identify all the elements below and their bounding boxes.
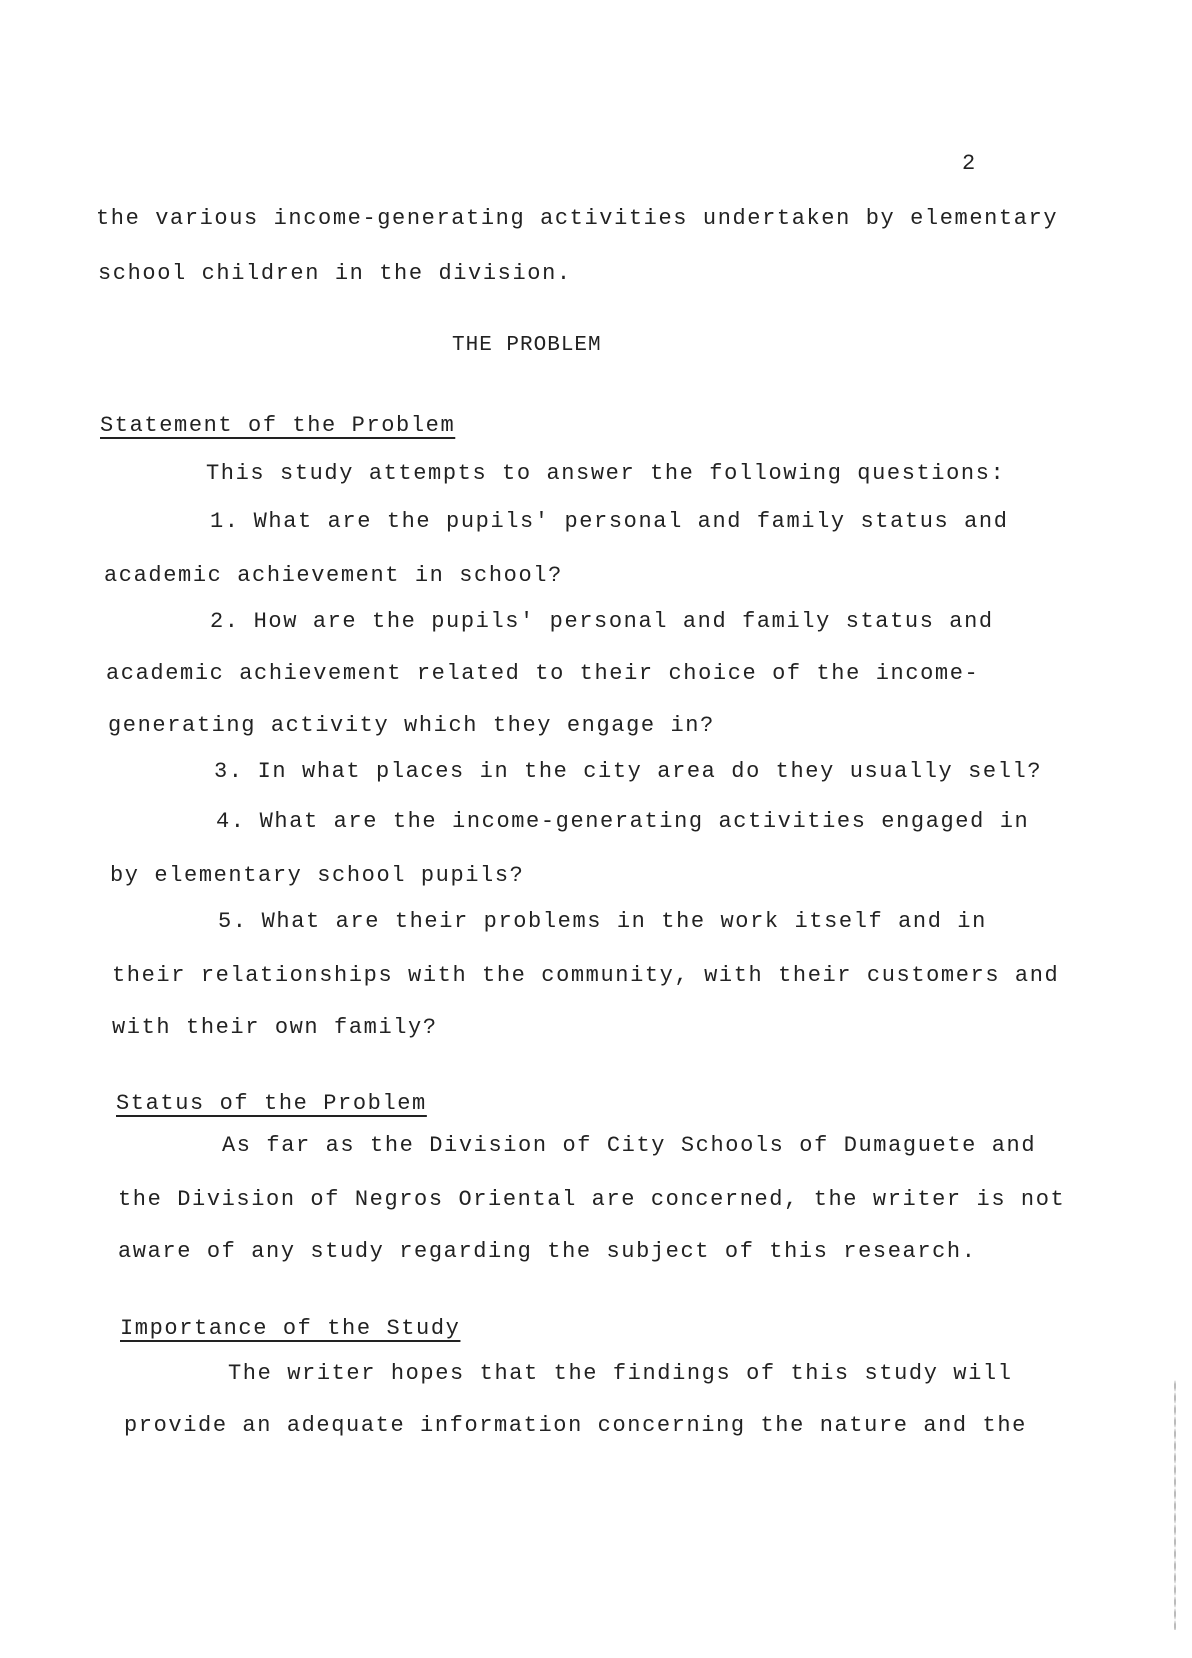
statement-heading: Statement of the Problem: [100, 413, 456, 438]
question-2-cont-1: academic achievement related to their choice of the income-: [106, 661, 980, 686]
importance-heading: Importance of the Study: [120, 1316, 461, 1341]
question-number: 3.: [214, 759, 244, 784]
question-2-cont-2: generating activity which they engage in?: [108, 713, 715, 738]
importance-line-1: The writer hopes that the findings of this study will: [228, 1361, 1013, 1386]
question-2: [210, 608, 994, 636]
question-5: [218, 908, 987, 936]
status-line-3: aware of any study regarding the subject of this research.: [118, 1239, 977, 1264]
question-1-cont: academic achievement in school?: [104, 563, 563, 588]
question-number: 1.: [210, 509, 240, 534]
importance-line-2: provide an adequate information concerning the nature and the: [124, 1413, 1027, 1438]
question-5-cont-2: with their own family?: [112, 1015, 438, 1040]
status-line-1: As far as the Division of City Schools of Dumaguete and: [222, 1133, 1037, 1158]
question-4-cont: by elementary school pupils?: [110, 863, 525, 888]
question-5-cont-1: their relationships with the community, with their customers and: [112, 963, 1060, 988]
question-1: [210, 508, 1009, 536]
section-title: THE PROBLEM: [452, 334, 602, 357]
question-3: [214, 758, 1042, 786]
question-text: What are their problems in the work itself and in: [261, 909, 987, 934]
question-number: 4.: [216, 809, 246, 834]
status-heading: Status of the Problem: [116, 1091, 427, 1116]
question-number: 2.: [210, 609, 240, 634]
question-4: [216, 808, 1029, 836]
status-line-2: the Division of Negros Oriental are concerned, the writer is not: [118, 1187, 1066, 1212]
question-text: How are the pupils' personal and family status and: [253, 609, 994, 634]
question-text: What are the pupils' personal and family status and: [253, 509, 1009, 534]
intro-line-2: school children in the division.: [98, 261, 572, 286]
page-number: 2: [962, 151, 977, 176]
scan-edge-dots: [1174, 1380, 1176, 1630]
question-text: In what places in the city area do they usually sell?: [257, 759, 1043, 784]
statement-intro: This study attempts to answer the following questions:: [206, 461, 1006, 486]
question-number: 5.: [218, 909, 248, 934]
intro-line-1: the various income-generating activities undertaken by elementary: [96, 206, 1059, 231]
question-text: What are the income-generating activities engaged in: [259, 809, 1030, 834]
